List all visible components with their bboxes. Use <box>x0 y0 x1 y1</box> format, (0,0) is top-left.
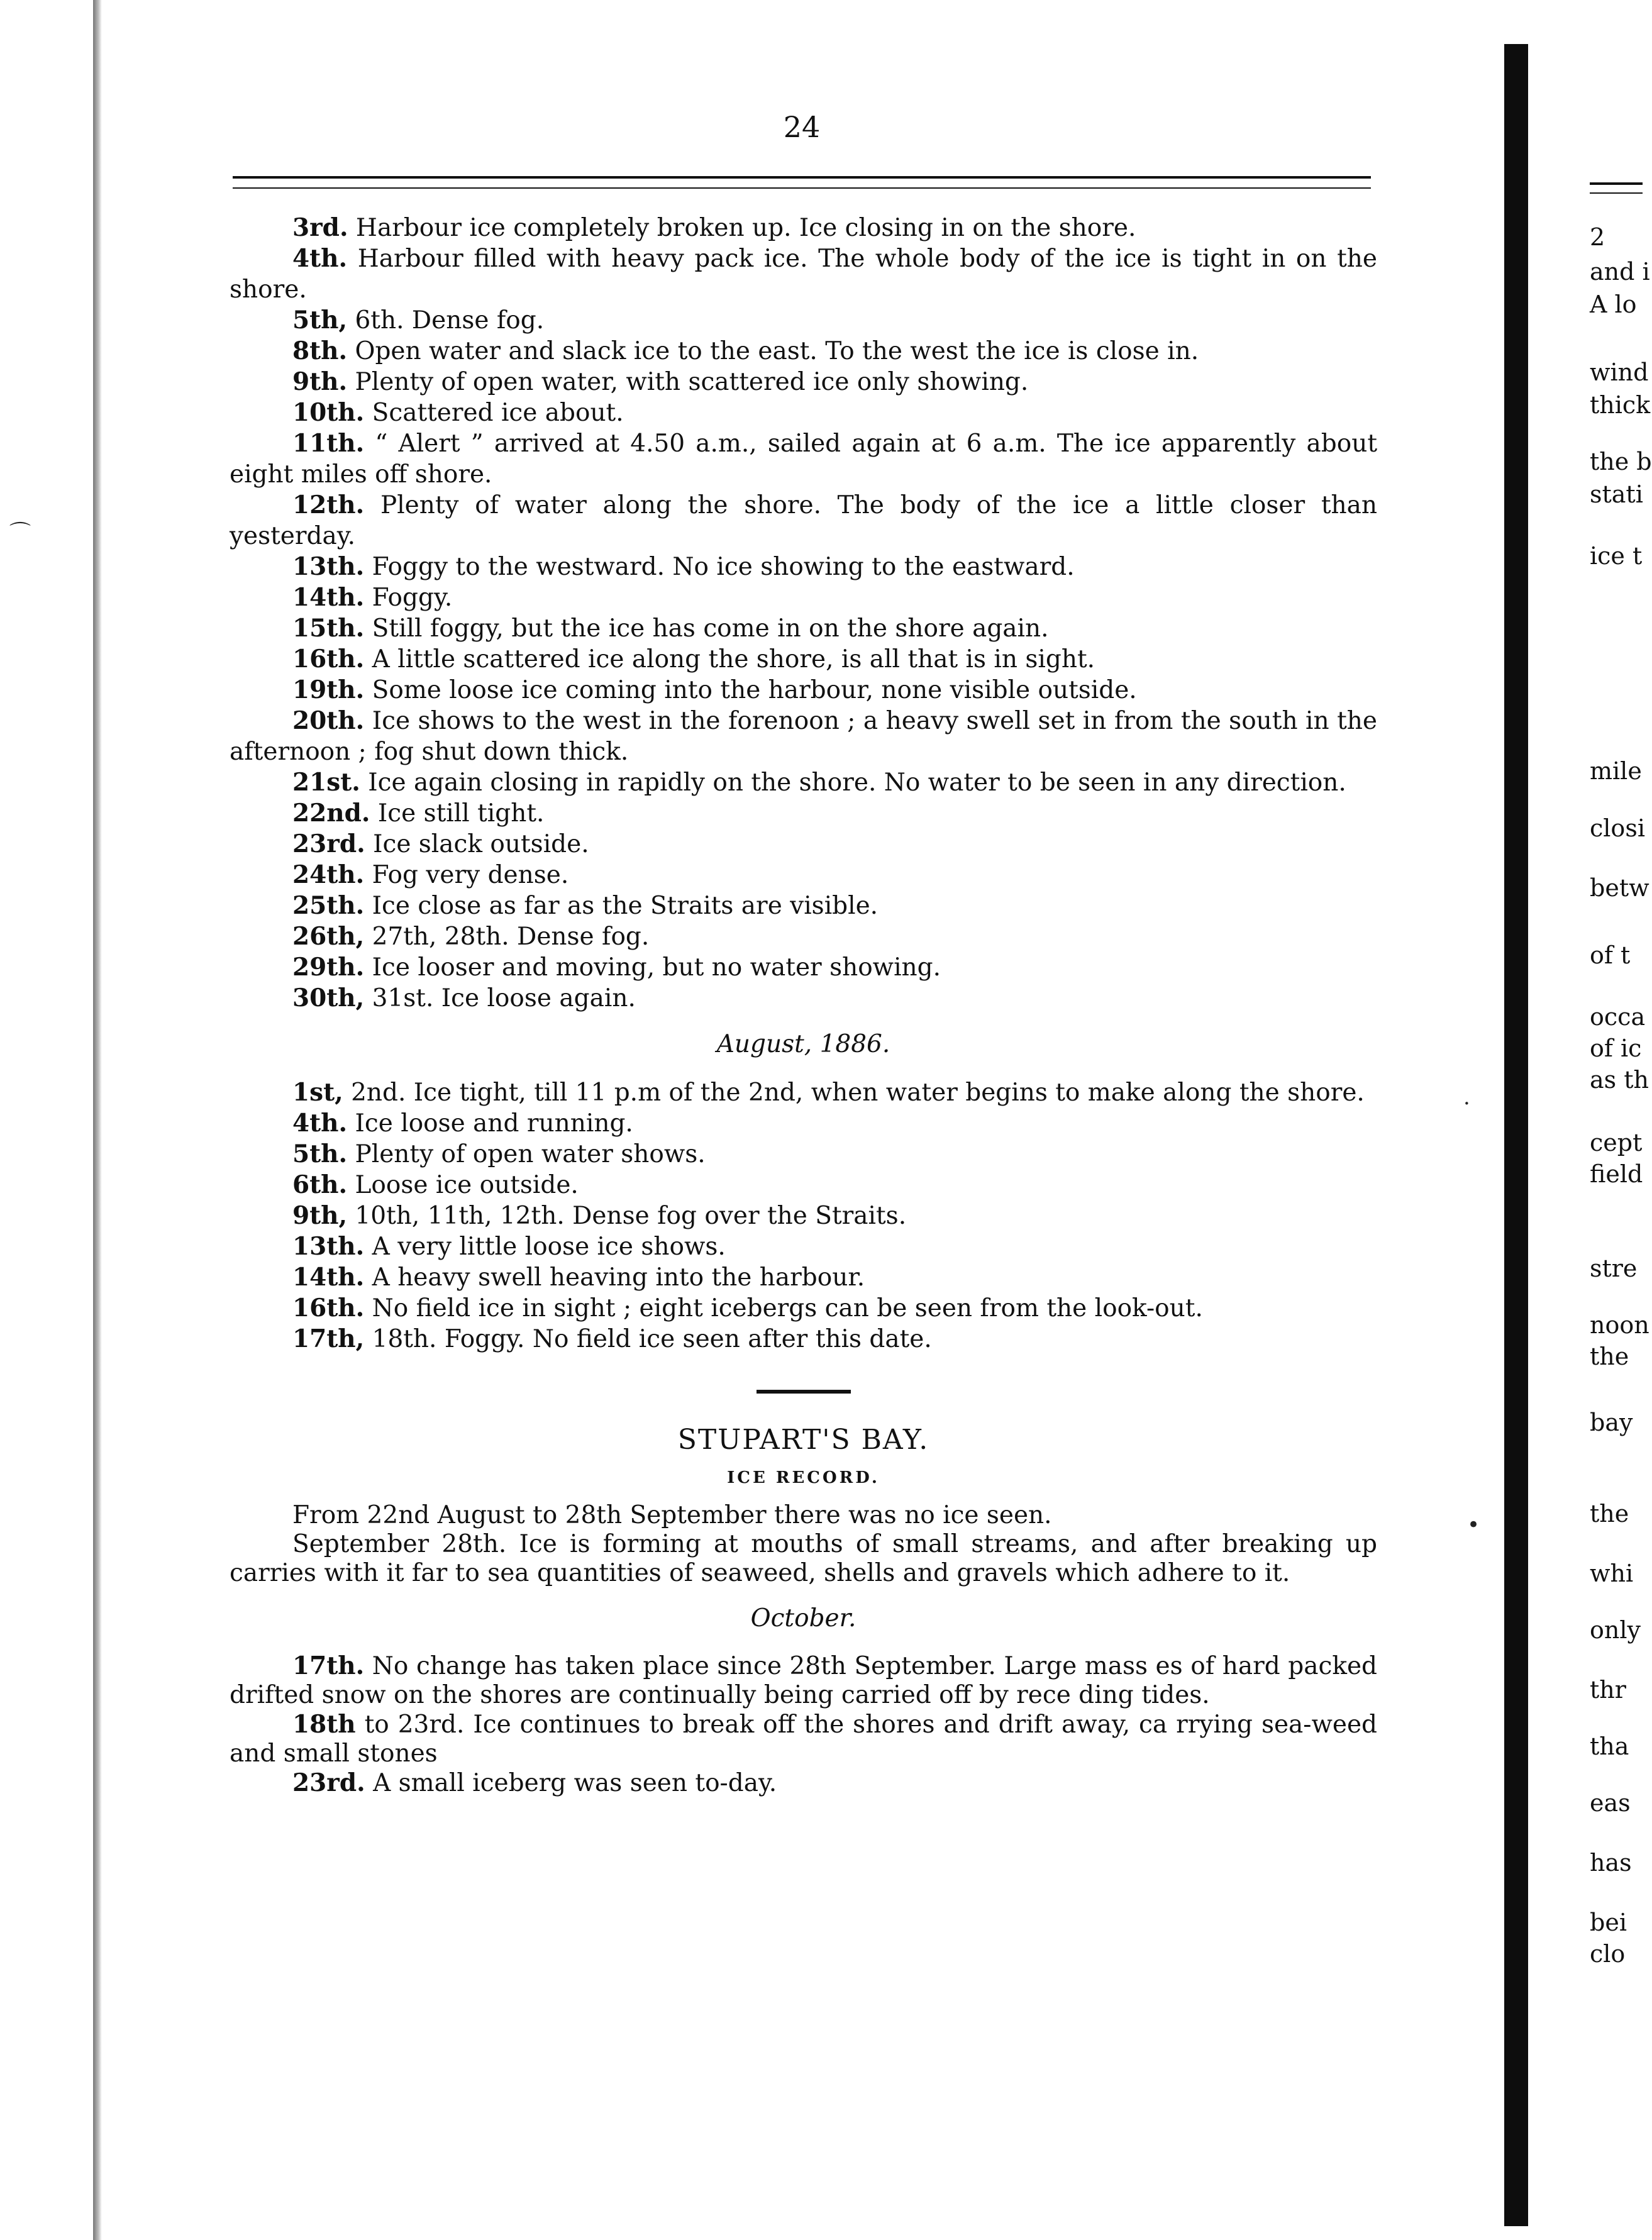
log-entry <box>230 1530 1377 1588</box>
entry-text: Plenty of open water, with scattered ice only showing. <box>347 368 1029 396</box>
facing-page-word: field <box>1590 1160 1643 1188</box>
entry-text: Fog very dense. <box>364 861 569 889</box>
log-entry <box>230 305 1377 336</box>
entry-date: 8th. <box>292 336 348 365</box>
facing-page-word: betw <box>1590 874 1649 902</box>
entry-date: 13th. <box>292 1232 365 1261</box>
august-entries <box>230 1077 1377 1355</box>
facing-page-word: has <box>1590 1849 1632 1877</box>
facing-page-word: mile <box>1590 757 1642 785</box>
log-entry <box>230 582 1377 613</box>
facing-page-word: and i <box>1590 258 1650 286</box>
log-entry <box>230 675 1377 706</box>
entry-text: September 28th. Ice is forming at mouths of small streams, and after breaking up carries with it far to sea quantities of seaweed, shells and gravels which adhere to it. <box>230 1530 1377 1587</box>
entry-date: 15th. <box>292 614 365 643</box>
entry-date: 17th, <box>292 1324 365 1353</box>
facing-page-word: clo <box>1590 1940 1626 1968</box>
log-entry <box>230 613 1377 644</box>
section-title: STUPART'S BAY. <box>677 1424 929 1456</box>
entry-date: 9th. <box>292 367 348 396</box>
log-entry <box>230 860 1377 890</box>
entry-date: 16th. <box>292 645 365 674</box>
facing-page-word: cept <box>1590 1129 1643 1156</box>
facing-page-word: 2 <box>1590 223 1605 251</box>
log-entry <box>230 213 1377 243</box>
log-entry <box>230 1262 1377 1293</box>
entry-text: Foggy. <box>364 584 453 612</box>
entry-text: Foggy to the westward. No ice showing to the eastward. <box>364 553 1075 581</box>
facing-page-word: thick <box>1590 391 1651 419</box>
entry-text: Ice shows to the west in the forenoon ; a heavy swell set in from the south in the afternoon ; fog shut down thick. <box>230 707 1377 766</box>
facing-page-word: noon <box>1590 1311 1649 1339</box>
section-subtitle: ICE RECORD. <box>727 1468 880 1487</box>
entry-text: Ice close as far as the Straits are visible. <box>364 892 879 920</box>
entry-date: 4th. <box>292 1109 348 1138</box>
entry-text: to 23rd. Ice continues to break off the shores and drift away, ca rrying sea-weed and small stones <box>230 1710 1377 1768</box>
log-entry <box>230 367 1377 397</box>
page-number: 24 <box>783 110 821 144</box>
entry-text: No change has taken place since 28th September. Large mass es of hard packed drifted snow on the shores are continually being carried off by rece ding tides. <box>230 1652 1377 1709</box>
header-double-rule <box>233 176 1371 189</box>
entry-date: 10th. <box>292 398 365 427</box>
log-entry <box>230 921 1377 952</box>
log-entry <box>230 428 1377 490</box>
log-entry <box>230 1651 1377 1710</box>
entry-date: 13th. <box>292 552 365 581</box>
log-entry <box>230 397 1377 428</box>
facing-page-rule <box>1590 182 1643 194</box>
log-entry <box>230 336 1377 367</box>
entry-text: Some loose ice coming into the harbour, none visible outside. <box>364 676 1137 704</box>
log-entry <box>230 952 1377 983</box>
entry-date: 29th. <box>292 953 365 982</box>
entry-date: 11th. <box>292 429 365 458</box>
facing-page-word: stre <box>1590 1255 1638 1282</box>
entry-text: 31st. Ice loose again. <box>364 984 636 1012</box>
log-entry <box>230 1231 1377 1262</box>
section-divider <box>757 1390 851 1394</box>
facing-page-word: the b <box>1590 448 1652 475</box>
entry-date: 5th, <box>292 306 348 335</box>
entry-text: Ice looser and moving, but no water showing. <box>364 953 941 982</box>
facing-page-fragment <box>1590 0 1652 2240</box>
entry-date: 30th, <box>292 984 365 1012</box>
facing-page-word: eas <box>1590 1789 1631 1817</box>
log-entry <box>230 890 1377 921</box>
entry-date: 25th. <box>292 891 365 920</box>
stupart-entries <box>230 1501 1377 1588</box>
entry-date: 14th. <box>292 1263 365 1292</box>
entry-date: 26th, <box>292 922 365 951</box>
entry-text: Harbour ice completely broken up. Ice closing in on the shore. <box>348 214 1136 242</box>
entry-text: Open water and slack ice to the east. To the west the ice is close in. <box>347 337 1199 365</box>
log-entry <box>230 1108 1377 1139</box>
speck-mark: · <box>1463 1091 1470 1116</box>
log-entry <box>230 552 1377 582</box>
facing-page-word: occa <box>1590 1003 1646 1031</box>
month-heading-october: October. <box>750 1604 856 1633</box>
entry-text: From 22nd August to 28th September there was no ice seen. <box>292 1501 1052 1529</box>
log-entry <box>230 1200 1377 1231</box>
log-entry <box>230 1077 1377 1108</box>
entry-date: 14th. <box>292 583 365 612</box>
facing-page-word: as th <box>1590 1066 1649 1094</box>
facing-page-word: closi <box>1590 814 1645 842</box>
entry-text: A heavy swell heaving into the harbour. <box>364 1263 865 1292</box>
facing-page-word: the <box>1590 1500 1629 1528</box>
entry-text: 2nd. Ice tight, till 11 p.m of the 2nd, when water begins to make along the shore. <box>343 1078 1365 1107</box>
log-entry <box>230 798 1377 829</box>
entry-date: 18th <box>292 1710 356 1739</box>
entry-date: 6th. <box>292 1170 348 1199</box>
log-entry <box>230 829 1377 860</box>
entry-text: Ice still tight. <box>370 799 545 828</box>
entry-date: 9th, <box>292 1201 348 1230</box>
entry-text: 6th. Dense fog. <box>347 306 545 335</box>
entry-text: “ Alert ” arrived at 4.50 a.m., sailed again at 6 a.m. The ice apparently about eight miles off shore. <box>230 430 1377 489</box>
facing-page-word: ice t <box>1590 542 1643 570</box>
entry-date: 20th. <box>292 706 365 735</box>
facing-page-word: bei <box>1590 1909 1627 1936</box>
entry-text: A small iceberg was seen to-day. <box>365 1769 777 1797</box>
speck-mark: • <box>1467 1512 1480 1538</box>
stupart-ice-record <box>230 1501 1377 1798</box>
entry-text: Ice loose and running. <box>347 1109 633 1138</box>
entry-date: 16th. <box>292 1294 365 1322</box>
entry-date: 17th. <box>292 1651 365 1680</box>
facing-page-word: wind <box>1590 358 1649 386</box>
log-entry <box>230 490 1377 552</box>
log-entry <box>230 1710 1377 1768</box>
edge-mark: ⌒ <box>9 521 31 546</box>
entry-text: 27th, 28th. Dense fog. <box>364 923 650 951</box>
scanned-page <box>226 0 1377 2240</box>
facing-page-word: the <box>1590 1343 1629 1370</box>
entry-date: 1st, <box>292 1078 343 1107</box>
log-entry <box>230 1139 1377 1170</box>
entry-date: 21st. <box>292 768 360 797</box>
facing-page-word: of ic <box>1590 1034 1642 1062</box>
entry-text: 18th. Foggy. No field ice seen after this date. <box>364 1325 932 1353</box>
entry-text: A little scattered ice along the shore, is all that is in sight. <box>364 645 1095 674</box>
facing-page-word: tha <box>1590 1733 1629 1760</box>
entry-date: 12th. <box>292 491 365 519</box>
facing-page-word: A lo <box>1590 291 1637 318</box>
log-entry <box>230 706 1377 767</box>
entry-text: 10th, 11th, 12th. Dense fog over the Straits. <box>347 1202 907 1230</box>
facing-page-word: bay <box>1590 1409 1633 1436</box>
entry-text: Harbour filled with heavy pack ice. The whole body of the ice is tight in on the shore. <box>230 245 1377 304</box>
log-entry <box>230 1293 1377 1324</box>
entry-text: No field ice in sight ; eight icebergs can be seen from the look-out. <box>364 1294 1203 1322</box>
entry-text: Loose ice outside. <box>347 1171 579 1199</box>
log-entry <box>230 1501 1377 1530</box>
month-heading-august: August, 1886. <box>716 1030 890 1058</box>
facing-page-word: only <box>1590 1616 1641 1644</box>
entry-date: 4th. <box>292 244 348 273</box>
log-entry <box>230 243 1377 305</box>
facing-page-word: of t <box>1590 941 1631 969</box>
log-entry <box>230 983 1377 1014</box>
left-page-edge <box>93 0 102 2240</box>
page-content <box>230 213 1377 1798</box>
log-entry <box>230 1170 1377 1200</box>
entry-date: 5th. <box>292 1139 348 1168</box>
entry-date: 19th. <box>292 675 365 704</box>
facing-page-word: whi <box>1590 1560 1634 1587</box>
entry-text: Ice again closing in rapidly on the shore. No water to be seen in any direction. <box>360 768 1346 797</box>
log-entry <box>230 644 1377 675</box>
entry-date: 3rd. <box>292 213 348 242</box>
july-entries <box>230 213 1377 1014</box>
october-entries <box>230 1651 1377 1798</box>
entry-text: Plenty of open water shows. <box>347 1140 706 1168</box>
entry-text: Plenty of water along the shore. The body of the ice a little closer than yesterday. <box>230 491 1377 550</box>
log-entry <box>230 1324 1377 1355</box>
entry-text: Scattered ice about. <box>364 399 624 427</box>
entry-date: 22nd. <box>292 799 370 828</box>
facing-page-word: stati <box>1590 480 1643 508</box>
log-entry <box>230 767 1377 798</box>
log-entry <box>230 1768 1377 1798</box>
entry-text: Ice slack outside. <box>365 830 589 858</box>
entry-date: 23rd. <box>292 829 365 858</box>
entry-text: Still foggy, but the ice has come in on the shore again. <box>364 614 1049 643</box>
book-gutter-shadow <box>1504 44 1528 2226</box>
facing-page-word: thr <box>1590 1676 1626 1704</box>
entry-date: 23rd. <box>292 1768 365 1797</box>
entry-date: 24th. <box>292 860 365 889</box>
entry-text: A very little loose ice shows. <box>364 1233 726 1261</box>
